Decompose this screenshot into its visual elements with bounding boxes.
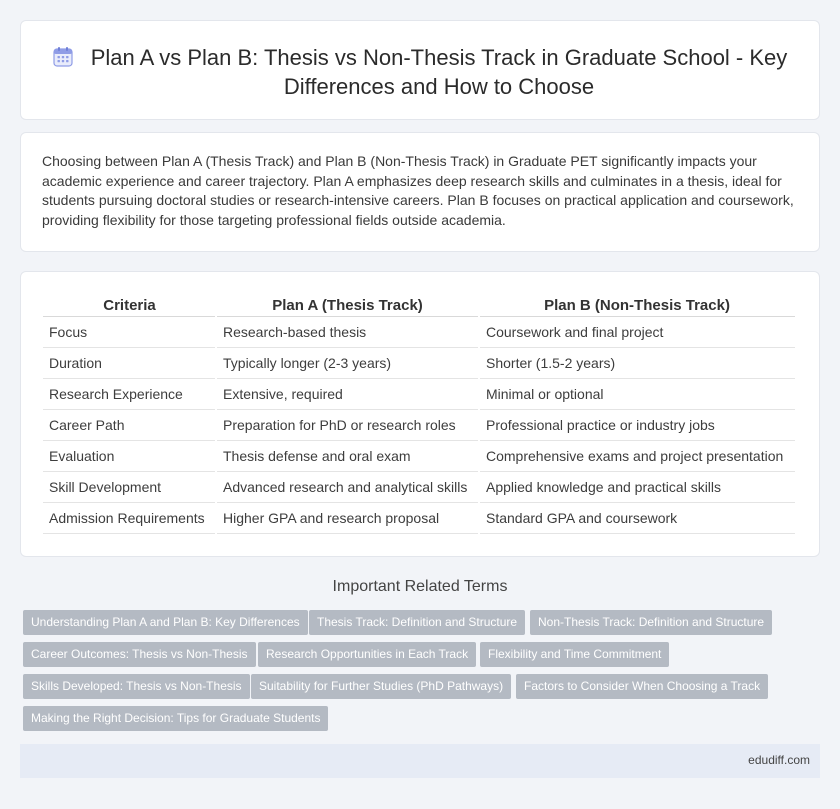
criteria-cell: Admission Requirements xyxy=(43,503,216,534)
related-tag-further-studies[interactable]: Suitability for Further Studies (PhD Pathways) xyxy=(251,674,511,699)
criteria-cell: Evaluation xyxy=(43,441,216,472)
table-row xyxy=(43,379,795,410)
related-tag-plan-a-b-differences[interactable]: Understanding Plan A and Plan B: Key Differences xyxy=(23,610,308,635)
related-tag-thesis-track[interactable]: Thesis Track: Definition and Structure xyxy=(309,610,525,635)
related-tag-skills-developed[interactable]: Skills Developed: Thesis vs Non-Thesis xyxy=(23,674,250,699)
plan-a-cell: Preparation for PhD or research roles xyxy=(216,410,479,441)
plan-b-cell: Shorter (1.5-2 years) xyxy=(479,348,795,379)
header-card xyxy=(20,20,820,120)
criteria-cell: Skill Development xyxy=(43,472,216,503)
comparison-table-card xyxy=(20,271,820,557)
related-tag-non-thesis-track[interactable]: Non-Thesis Track: Definition and Structure xyxy=(530,610,772,635)
plan-b-cell: Applied knowledge and practical skills xyxy=(479,472,795,503)
table-header-row xyxy=(43,294,795,317)
related-tag-career-outcomes[interactable]: Career Outcomes: Thesis vs Non-Thesis xyxy=(23,642,256,667)
table-row xyxy=(43,441,795,472)
plan-b-cell: Professional practice or industry jobs xyxy=(479,410,795,441)
related-tag-right-decision[interactable]: Making the Right Decision: Tips for Graduate Students xyxy=(23,706,328,731)
related-tag-research-opportunities[interactable]: Research Opportunities in Each Track xyxy=(258,642,476,667)
plan-b-cell: Coursework and final project xyxy=(479,317,795,348)
table-row xyxy=(43,317,795,348)
plan-a-cell: Higher GPA and research proposal xyxy=(216,503,479,534)
table-row xyxy=(43,410,795,441)
column-header-plan-b: Plan B (Non-Thesis Track) xyxy=(479,294,795,317)
table-row xyxy=(43,472,795,503)
column-header-plan-a: Plan A (Thesis Track) xyxy=(216,294,479,317)
footer xyxy=(20,744,820,778)
criteria-cell: Focus xyxy=(43,317,216,348)
related-tag-factors-choosing[interactable]: Factors to Consider When Choosing a Track xyxy=(516,674,768,699)
plan-b-cell: Comprehensive exams and project presentation xyxy=(479,441,795,472)
plan-b-cell: Minimal or optional xyxy=(479,379,795,410)
intro-paragraph: Choosing between Plan A (Thesis Track) and Plan B (Non-Thesis Track) in Graduate PET significantly impacts your academic experience and career trajectory. Plan A emphasizes deep research skills and culminates in a thesis, ideal for students pursuing doctoral studies or research-intensive careers. Plan B focuses on practical application and coursework, providing flexibility for those targeting professional fields outside academia. xyxy=(42,153,794,228)
column-header-criteria: Criteria xyxy=(43,294,216,317)
criteria-cell: Duration xyxy=(43,348,216,379)
table-row xyxy=(43,503,795,534)
page-title: Plan A vs Plan B: Thesis vs Non-Thesis Track in Graduate School - Key Differences and How to Choose xyxy=(90,45,788,99)
plan-a-cell: Thesis defense and oral exam xyxy=(216,441,479,472)
table-row xyxy=(43,348,795,379)
plan-a-cell: Typically longer (2-3 years) xyxy=(216,348,479,379)
related-tag-flexibility-time[interactable]: Flexibility and Time Commitment xyxy=(480,642,669,667)
comparison-table xyxy=(43,294,795,534)
footer-site-link[interactable]: edudiff.com xyxy=(748,753,810,767)
plan-a-cell: Research-based thesis xyxy=(216,317,479,348)
plan-a-cell: Extensive, required xyxy=(216,379,479,410)
criteria-cell: Research Experience xyxy=(43,379,216,410)
intro-card xyxy=(20,132,820,252)
criteria-cell: Career Path xyxy=(43,410,216,441)
plan-a-cell: Advanced research and analytical skills xyxy=(216,472,479,503)
plan-b-cell: Standard GPA and coursework xyxy=(479,503,795,534)
related-terms-heading: Important Related Terms xyxy=(332,578,508,595)
